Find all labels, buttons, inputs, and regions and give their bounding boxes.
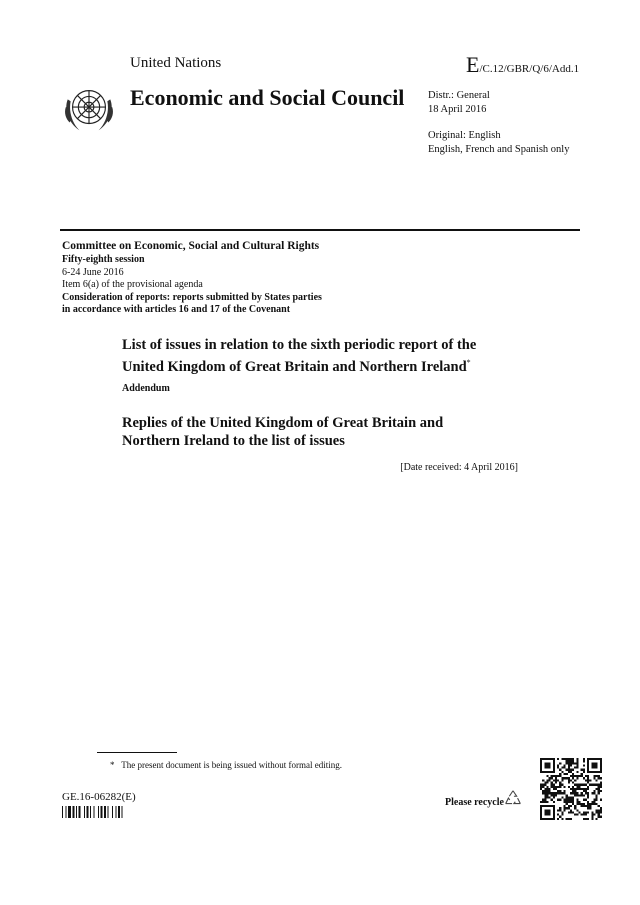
date-received: [Date received: 4 April 2016] — [400, 462, 518, 473]
footnote-rule — [97, 752, 177, 753]
consideration-line-2: in accordance with articles 16 and 17 of the Covenant — [62, 304, 291, 315]
barcode-icon — [62, 806, 168, 818]
footnote-text: The present document is being issued without formal editing. — [121, 760, 342, 770]
distribution-block — [428, 89, 490, 117]
document-symbol — [466, 52, 579, 78]
recycle-icon — [502, 788, 524, 810]
symbol-rest: /C.12/GBR/Q/6/Add.1 — [479, 63, 580, 75]
distribution: Distr.: General — [428, 90, 490, 101]
un-emblem-icon — [60, 80, 118, 138]
document-number: GE.16-06282(E) — [62, 791, 136, 803]
addendum-label: Addendum — [122, 383, 170, 394]
council-title: Economic and Social Council — [130, 85, 405, 110]
document-subtitle — [122, 414, 522, 450]
org-name: United Nations — [130, 55, 222, 71]
symbol-first-letter: E — [466, 52, 480, 77]
document-title — [122, 336, 542, 376]
recycle-label: Please recycle — [445, 797, 504, 808]
languages: English, French and Spanish only — [428, 144, 570, 155]
agenda-item: Item 6(a) of the provisional agenda — [62, 279, 203, 290]
subtitle-line-1: Replies of the United Kingdom of Great Britain and — [122, 415, 444, 431]
committee-name: Committee on Economic, Social and Cultural Rights — [62, 240, 320, 252]
consideration-line-1: Consideration of reports: reports submitted by States parties — [62, 291, 322, 303]
footnote — [110, 760, 342, 770]
language-block — [428, 129, 569, 157]
issue-date: 18 April 2016 — [428, 104, 487, 115]
title-line-1: List of issues in relation to the sixth periodic report of the — [122, 337, 477, 353]
title-line-2: United Kingdom of Great Britain and Northern Ireland — [122, 358, 467, 375]
header-rule — [60, 229, 580, 231]
footnote-mark: * — [110, 760, 115, 770]
title-footnote-mark: * — [466, 358, 471, 367]
subtitle-line-2: Northern Ireland to the list of issues — [122, 433, 345, 449]
qr-code-icon — [540, 758, 602, 820]
session-dates: 6-24 June 2016 — [62, 266, 124, 278]
original-language: Original: English — [428, 130, 501, 141]
session-info — [62, 254, 322, 317]
session: Fifty-eighth session — [62, 254, 145, 265]
